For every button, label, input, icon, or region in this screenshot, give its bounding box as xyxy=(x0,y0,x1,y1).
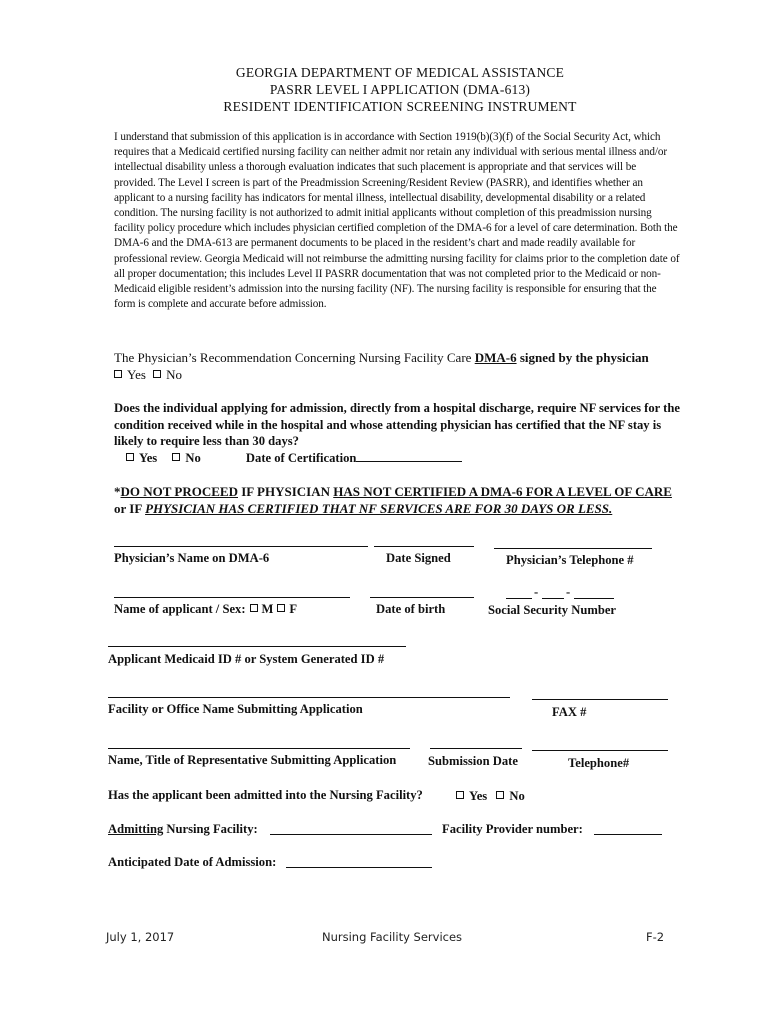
warning-30-days: PHYSICIAN HAS CERTIFIED THAT NF SERVICES ARE FOR 30 DAYS OR LESS. xyxy=(145,501,613,516)
provider-number-label: Facility Provider number: xyxy=(442,822,583,836)
admitting-word: Admitting xyxy=(108,822,164,836)
sex-m-checkbox[interactable] xyxy=(250,604,258,612)
submission-date-label: Submission Date xyxy=(428,754,518,768)
admitted-yes-label: Yes xyxy=(469,789,488,803)
facility-name-label: Facility or Office Name Submitting Application xyxy=(108,702,363,716)
recommendation-dma6: DMA-6 xyxy=(474,350,517,365)
date-of-birth-label: Date of birth xyxy=(376,602,446,616)
facility-name-line[interactable] xyxy=(108,697,510,698)
ssn-part1-line[interactable] xyxy=(506,598,532,599)
question-no-checkbox[interactable] xyxy=(172,453,180,461)
admitted-yes-checkbox[interactable] xyxy=(456,791,464,799)
applicant-name-line[interactable] xyxy=(114,597,350,598)
submission-date-line[interactable] xyxy=(430,748,522,749)
ssn-dash-1: - xyxy=(534,585,539,599)
applicant-name-label xyxy=(114,602,297,617)
header-agency: GEORGIA DEPARTMENT OF MEDICAL ASSISTANCE xyxy=(235,65,565,80)
medicaid-id-line[interactable] xyxy=(108,646,406,647)
nursing-facility-word: Nursing Facility: xyxy=(163,822,258,836)
footer-page: F-2 xyxy=(646,930,665,944)
ssn-part2-line[interactable] xyxy=(542,598,564,599)
sex-f-label: F xyxy=(289,602,298,616)
sex-m-label: M xyxy=(261,602,274,616)
ssn-dash-2: - xyxy=(566,585,571,599)
date-signed-line[interactable] xyxy=(374,546,474,547)
physician-phone-line[interactable] xyxy=(494,548,652,549)
date-of-birth-line[interactable] xyxy=(370,597,474,598)
question-yes-checkbox[interactable] xyxy=(126,453,134,461)
question-text: Does the individual applying for admission, directly from a hospital discharge, require NF services for the condition received while in the hospital and whose attending physician has certified that the NF stay is likely to require less than 30 days? xyxy=(114,401,680,448)
ssn-label: Social Security Number xyxy=(488,603,617,617)
representative-line[interactable] xyxy=(108,748,410,749)
footer-date: July 1, 2017 xyxy=(106,930,175,944)
date-signed-label: Date Signed xyxy=(386,551,451,565)
certification-date-field[interactable] xyxy=(356,451,462,462)
header-instrument: RESIDENT IDENTIFICATION SCREENING INSTRUMENT xyxy=(223,99,577,114)
form-header xyxy=(0,64,770,115)
warning-if-physician: IF PHYSICIAN xyxy=(238,484,334,499)
warning-or-if: or IF xyxy=(114,501,146,516)
header-application: PASRR LEVEL I APPLICATION (DMA-613) xyxy=(269,82,531,97)
recommendation-yes-checkbox[interactable] xyxy=(114,370,122,378)
question-no-label: No xyxy=(185,450,201,465)
representative-label: Name, Title of Representative Submitting Application xyxy=(108,753,397,767)
admitting-facility-line[interactable] xyxy=(270,834,432,835)
recommendation-no-label: No xyxy=(166,367,183,382)
physician-name-line[interactable] xyxy=(114,546,368,547)
do-not-proceed-warning xyxy=(114,483,684,517)
admitting-facility-label xyxy=(108,822,258,837)
recommendation-no-checkbox[interactable] xyxy=(153,370,161,378)
warning-do-not-proceed: DO NOT PROCEED xyxy=(120,484,238,499)
warning-star: * xyxy=(114,484,121,499)
telephone-label: Telephone# xyxy=(568,756,630,770)
medicaid-id-label: Applicant Medicaid ID # or System Generated ID # xyxy=(108,652,385,666)
recommendation-text: The Physician’s Recommendation Concerning Nursing Facility Care xyxy=(114,350,475,365)
admitted-options xyxy=(456,789,525,804)
physician-recommendation xyxy=(114,349,684,383)
anticipated-date-line[interactable] xyxy=(286,867,432,868)
provider-number-line[interactable] xyxy=(594,834,662,835)
fax-line[interactable] xyxy=(532,699,668,700)
recommendation-yes-label: Yes xyxy=(127,367,146,382)
ssn-part3-line[interactable] xyxy=(574,598,614,599)
applicant-sex-label: Name of applicant / Sex: xyxy=(114,602,246,616)
physician-name-label: Physician’s Name on DMA-6 xyxy=(114,551,270,565)
admitted-no-label: No xyxy=(509,789,525,803)
footer-section: Nursing Facility Services xyxy=(322,930,463,944)
warning-not-certified: HAS NOT CERTIFIED A DMA-6 FOR A LEVEL OF CARE xyxy=(333,484,672,499)
sex-f-checkbox[interactable] xyxy=(277,604,285,612)
fax-label: FAX # xyxy=(552,705,587,719)
intro-paragraph: I understand that submission of this application is in accordance with Section 1919(b)(3)(f) of the Social Security Act, which requires that a Medicaid certified nursing facility can neither admit nor retain any individual with serious mental illness and/or intellectual disability unless a thorough evaluation indicates that such placement is appropriate and that services will be provided. The Level I screen is part of the Preadmission Screening/Resident Review (PASRR), and identifies whether an applicant to a nursing facility has indicators for mental illness, intellectual disability, developmental disability or a related condition. The nursing facility is not authorized to admit initial applicants without completion of this preadmission nursing facility policy procedure which includes physician certified completion of the DMA-6 for a level of care determination. Both the DMA-6 and the DMA-613 are permanent documents to be placed in the resident’s chart and made readily available for professional review. Georgia Medicaid will not reimburse the admitting nursing facility for claims prior to the completion date of all proper documentation; this includes Level II PASRR documentation that was not completed prior to the Medicaid or non-Medicaid eligible resident’s admission into the nursing facility (NF). The nursing facility is responsible for ensuring that the form is complete and accurate before admission. xyxy=(114,131,680,311)
anticipated-date-label: Anticipated Date of Admission: xyxy=(108,855,277,869)
telephone-line[interactable] xyxy=(532,750,668,751)
physician-phone-label: Physician’s Telephone # xyxy=(506,553,634,567)
hospital-discharge-question xyxy=(114,400,684,466)
recommendation-signed: signed by the physician xyxy=(516,350,649,365)
question-yes-label: Yes xyxy=(139,450,158,465)
admitted-question: Has the applicant been admitted into the Nursing Facility? xyxy=(108,788,423,802)
certification-date-label: Date of Certification xyxy=(245,450,357,465)
admitted-no-checkbox[interactable] xyxy=(496,791,504,799)
